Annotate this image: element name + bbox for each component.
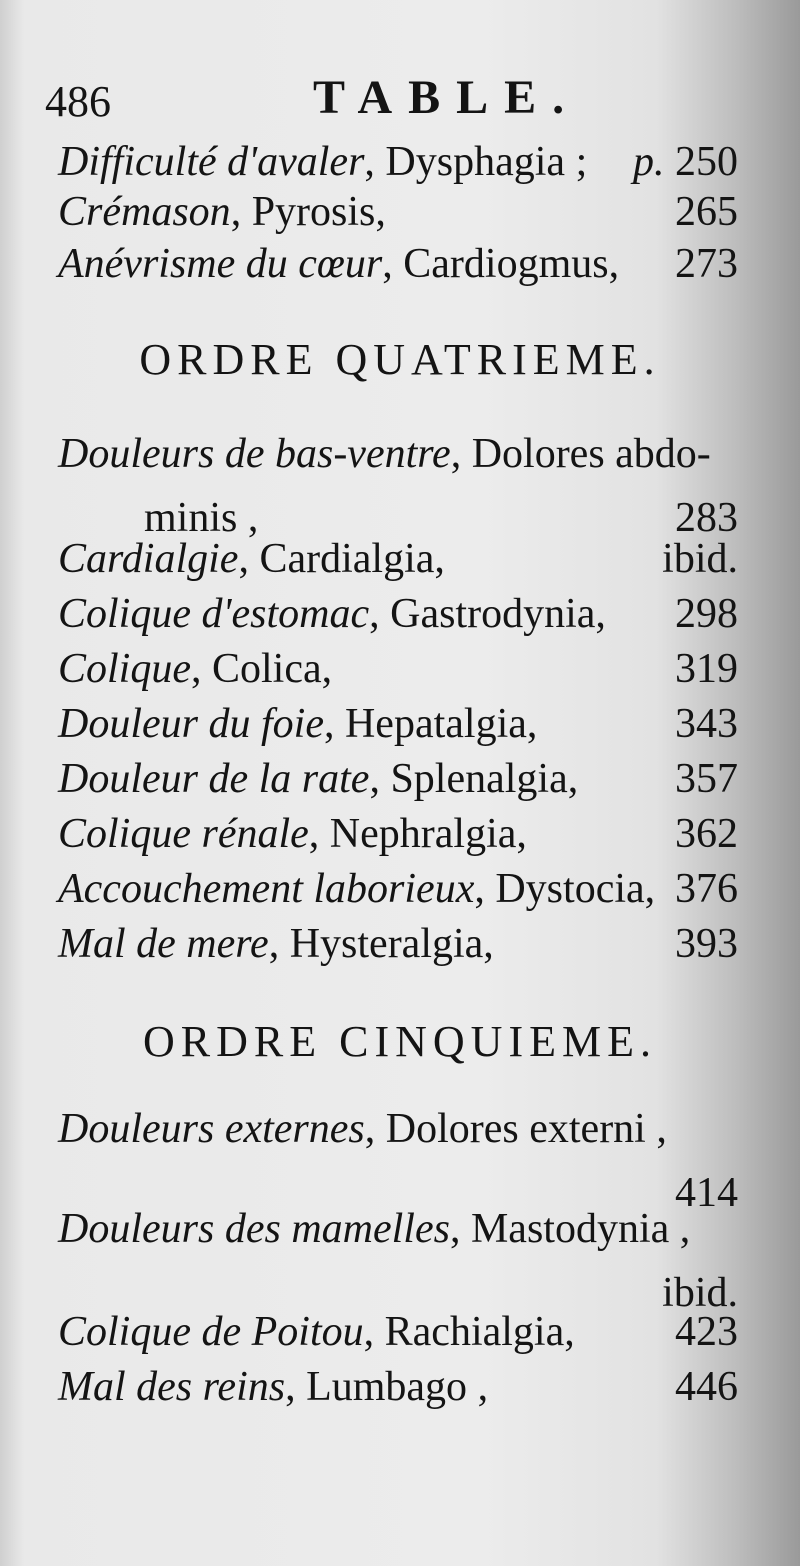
entry-latin: Mastodynia , <box>470 1206 691 1252</box>
page-title: TABLE. <box>313 71 581 124</box>
entry-latin: Lumbago <box>306 1364 468 1410</box>
section-heading: ORDRE CINQUIEME. <box>143 1017 657 1066</box>
entry-french: Anévrisme du cœur <box>58 241 383 287</box>
entry-french: Mal de mere <box>58 921 269 967</box>
entry-latin: Rachialgia <box>384 1309 565 1355</box>
entry-latin: Pyrosis <box>251 189 376 235</box>
index-entry: Colique d'estomac, Gastrodynia, 298 <box>58 591 738 637</box>
entry-page: 319 <box>675 646 738 692</box>
entry-latin: Hysteralgia <box>289 921 484 967</box>
index-entry: Douleurs de bas-ventre, Dolores abdo- minis , 283 <box>58 431 738 541</box>
page-prefix: p. <box>633 139 665 185</box>
page-number: 486 <box>45 77 111 126</box>
index-entry: Colique, Colica, 319 <box>58 646 738 692</box>
entry-page: 265 <box>675 189 738 235</box>
entry-latin: Splenalgia <box>390 756 568 802</box>
entry-french: Douleur de la rate <box>58 756 370 802</box>
entry-french: Cardialgie <box>58 536 239 582</box>
entry-page: 414 <box>675 1170 738 1216</box>
entry-french: Mal des reins <box>58 1364 286 1410</box>
entry-latin: Dolores externi , <box>385 1106 667 1152</box>
index-entry: Accouchement laborieux, Dystocia, 376 <box>58 866 738 912</box>
entry-page: 357 <box>675 756 738 802</box>
entry-french: Difficulté d'avaler <box>58 139 365 185</box>
entry-page: 273 <box>675 241 738 287</box>
entry-french: Douleurs de bas-ventre <box>58 431 451 477</box>
entry-page: ibid. <box>662 1270 738 1316</box>
entry-latin: Dystocia <box>495 866 645 912</box>
entry-latin: Cardialgia <box>259 536 435 582</box>
entry-page-ref <box>633 138 738 186</box>
index-entry: Mal de mere, Hysteralgia, 393 <box>58 921 738 967</box>
entry-page: 393 <box>675 921 738 967</box>
index-entry: Colique de Poitou, Rachialgia, 423 <box>58 1309 738 1355</box>
entry-continuation: minis , <box>144 495 259 541</box>
entry-page: 343 <box>675 701 738 747</box>
index-entry: Douleur du foie, Hepatalgia, 343 <box>58 701 738 747</box>
entry-page: 362 <box>675 811 738 857</box>
entry-latin: Colica <box>212 646 322 692</box>
entry-latin: Gastrodynia <box>390 591 596 637</box>
running-head <box>45 70 765 130</box>
index-entry: Crémason, Pyrosis, 265 <box>58 189 738 235</box>
entry-french: Douleurs externes <box>58 1106 365 1152</box>
entry-page: 423 <box>675 1309 738 1355</box>
entry-french: Colique d'estomac <box>58 591 370 637</box>
entry-french: Crémason <box>58 189 231 235</box>
entry-french: Colique rénale <box>58 811 309 857</box>
entry-french: Accouchement laborieux <box>58 866 475 912</box>
index-entry: Douleurs externes, Dolores externi , 414 <box>58 1106 738 1216</box>
index-entry: Colique rénale, Nephralgia, 362 <box>58 811 738 857</box>
entry-latin: Hepatalgia <box>344 701 527 747</box>
entry-page: 376 <box>675 866 738 912</box>
entry-french: Douleurs des mamelles <box>58 1206 450 1252</box>
index-entry: Douleur de la rate, Splenalgia, 357 <box>58 756 738 802</box>
entry-page: 250 <box>675 139 738 185</box>
entry-french: Colique de Poitou <box>58 1309 364 1355</box>
entry-latin: Nephralgia <box>329 811 517 857</box>
index-entry: Difficulté d'avaler, Dysphagia ; p. 250 <box>58 139 738 185</box>
entry-page: 446 <box>675 1364 738 1410</box>
index-entry: Mal des reins, Lumbago , 446 <box>58 1364 738 1410</box>
entry-latin: Cardiogmus <box>403 241 609 287</box>
index-entry: Anévrisme du cœur, Cardiogmus, 273 <box>58 241 738 287</box>
entry-french: Douleur du foie <box>58 701 324 747</box>
entry-latin: Dolores abdo- <box>471 431 711 477</box>
entry-page: 298 <box>675 591 738 637</box>
entry-page: 283 <box>675 495 738 541</box>
entry-page: ibid. <box>662 536 738 582</box>
index-entry: Douleurs des mamelles, Mastodynia , ibid. <box>58 1206 738 1316</box>
entry-french: Colique <box>58 646 191 692</box>
index-entry: Cardialgie, Cardialgia, ibid. <box>58 536 738 582</box>
section-heading: ORDRE QUATRIEME. <box>139 335 661 384</box>
entry-latin: Dysphagia <box>385 139 566 185</box>
